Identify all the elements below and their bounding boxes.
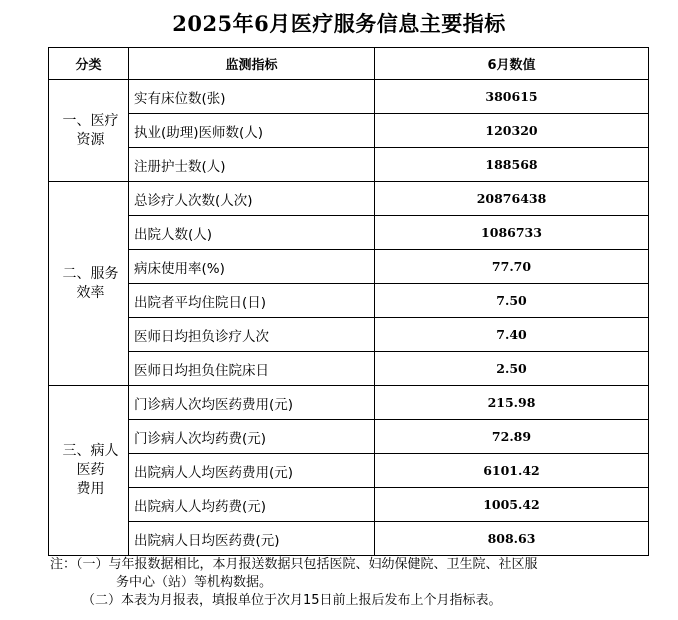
indicator-cell: 出院人数(人): [129, 216, 375, 250]
footnote-line: 务中心（站）等机构数据。: [116, 575, 273, 590]
value-cell: 77.70: [375, 250, 649, 284]
value-cell: 7.40: [375, 318, 649, 352]
indicator-cell: 医师日均担负诊疗人次: [129, 318, 375, 352]
value-cell: 1086733: [375, 216, 649, 250]
header-category: 分类: [49, 48, 129, 80]
table-row: [49, 114, 649, 148]
category-cell: [49, 182, 129, 386]
value-cell: 188568: [375, 148, 649, 182]
category-cell: [49, 386, 129, 556]
value-cell: 1005.42: [375, 488, 649, 522]
indicator-cell: 门诊病人次均药费(元): [129, 420, 375, 454]
table-row: [49, 216, 649, 250]
category-cell: [49, 80, 129, 182]
indicator-cell: 执业(助理)医师数(人): [129, 114, 375, 148]
indicator-cell: 实有床位数(张): [129, 80, 375, 114]
value-cell: 72.89: [375, 420, 649, 454]
value-cell: 6101.42: [375, 454, 649, 488]
table-row: [49, 182, 649, 216]
category-label: 资源: [76, 131, 105, 148]
indicator-cell: 出院病人日均医药费(元): [129, 522, 375, 556]
indicator-cell: 出院者平均住院日(日): [129, 284, 375, 318]
table-row: [49, 148, 649, 182]
page-title: 2025年6月医疗服务信息主要指标: [172, 11, 506, 36]
category-label: 二、服务: [62, 265, 119, 282]
table-row: [49, 420, 649, 454]
table-row: [49, 386, 649, 420]
footnote-line: （二）本表为月报表，填报单位于次月15日前上报后发布上个月指标表。: [82, 593, 502, 608]
value-cell: 120320: [375, 114, 649, 148]
value-cell: 380615: [375, 80, 649, 114]
footnotes: [50, 556, 630, 610]
table-row: [49, 284, 649, 318]
table-row: [49, 352, 649, 386]
indicator-table: [48, 47, 649, 556]
indicator-cell: 出院病人人均药费(元): [129, 488, 375, 522]
table-row: [49, 488, 649, 522]
footnote-line: 注：（一）与年报数据相比，本月报送数据只包括医院、妇幼保健院、卫生院、社区服: [50, 557, 538, 572]
category-label: 效率: [76, 284, 105, 301]
value-cell: 7.50: [375, 284, 649, 318]
table-row: [49, 250, 649, 284]
value-cell: 20876438: [375, 182, 649, 216]
table-row: [49, 454, 649, 488]
category-label: 三、病人: [62, 443, 119, 459]
header-indicator: 监测指标: [129, 48, 375, 80]
value-cell: 215.98: [375, 386, 649, 420]
category-label: 费用: [76, 481, 105, 497]
category-label: 一、医疗: [62, 112, 119, 129]
table-row: [49, 522, 649, 556]
table-header-row: [49, 48, 649, 80]
header-value: 6月数值: [375, 48, 649, 80]
table-row: [49, 80, 649, 114]
category-label: 医药: [76, 462, 105, 478]
table-row: [49, 318, 649, 352]
indicator-cell: 病床使用率(%): [129, 250, 375, 284]
indicator-cell: 总诊疗人次数(人次): [129, 182, 375, 216]
value-cell: 2.50: [375, 352, 649, 386]
indicator-cell: 门诊病人次均医药费用(元): [129, 386, 375, 420]
indicator-cell: 医师日均担负住院床日: [129, 352, 375, 386]
indicator-cell: 出院病人人均医药费用(元): [129, 454, 375, 488]
indicator-cell: 注册护士数(人): [129, 148, 375, 182]
value-cell: 808.63: [375, 522, 649, 556]
